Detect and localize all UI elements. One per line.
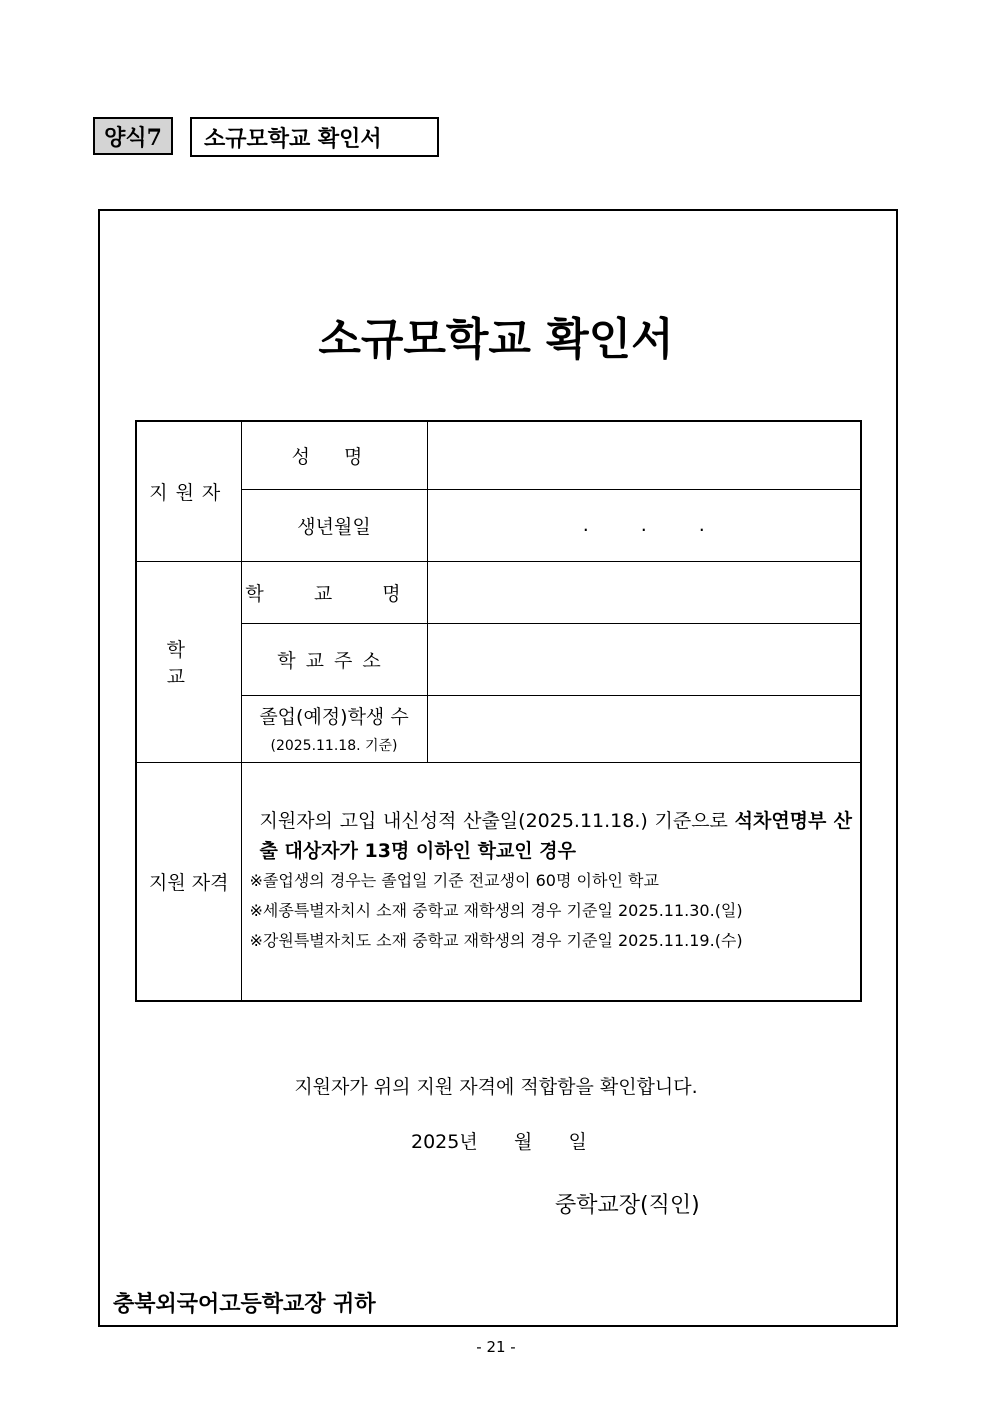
form-number-tag: 양식7 (93, 117, 173, 155)
qualification-label: 지원 자격 (136, 762, 241, 1001)
birth-value[interactable]: ... (427, 489, 861, 561)
form-title-box: 소규모학교 확인서 (190, 117, 439, 157)
school-name-label: 학 교 명 (241, 561, 427, 623)
note-graduates: ※졸업생의 경우는 졸업일 기준 전교생이 60명 이하인 학교 (249, 871, 659, 891)
name-value[interactable] (427, 421, 861, 489)
principal-signature: 중학교장(직인) (555, 1193, 700, 1218)
qualification-criteria: 석차연명부 산출 대상자가 13명 이하인 학교인 경우 (259, 810, 852, 863)
confirmation-statement: 지원자가 위의 지원 자격에 적합함을 확인합니다. (294, 1076, 698, 1098)
graduates-label: 졸업(예정)학생 수 (259, 706, 409, 728)
birth-label: 생년월일 (241, 489, 427, 561)
school-address-label: 학교주소 (241, 623, 427, 695)
document-title: 소규모학교 확인서 (318, 314, 674, 365)
issue-date: 2025년 월 일 (411, 1131, 587, 1153)
school-group-label: 학 교 (136, 561, 241, 762)
qualification-content (241, 762, 861, 1001)
addressee: 충북외국어고등학교장 귀하 (113, 1291, 376, 1317)
qualification-text: 지원자의 고입 내신성적 산출일(2025.11.18.) 기준으로 석차연명부 산출 대상자가 13명 이하인 학교인 경우 (259, 810, 852, 863)
note-gangwon: ※강원특별자치도 소재 중학교 재학생의 경우 기준일 2025.11.19.(수) (249, 931, 743, 951)
confirmation-table (135, 420, 862, 1002)
graduates-basis-date: (2025.11.18. 기준) (270, 738, 398, 754)
graduates-label-cell (241, 695, 427, 762)
page-number: - 21 - (476, 1338, 516, 1356)
school-address-value[interactable] (427, 623, 861, 695)
name-label: 성 명 (241, 421, 427, 489)
school-name-value[interactable] (427, 561, 861, 623)
graduates-value[interactable] (427, 695, 861, 762)
applicant-group-label: 지원자 (136, 421, 241, 561)
note-sejong: ※세종특별자치시 소재 중학교 재학생의 경우 기준일 2025.11.30.(일) (249, 901, 743, 921)
